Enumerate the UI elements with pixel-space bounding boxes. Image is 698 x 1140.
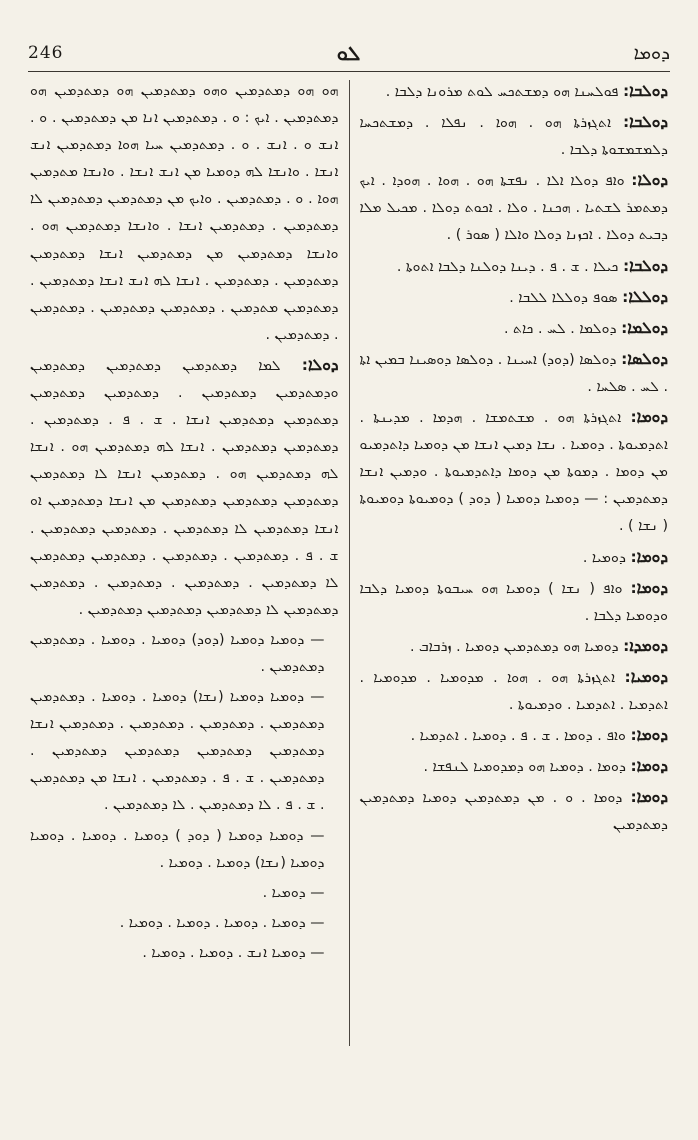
entry-text: — ܕܘܡܝܐ ܕܘܡܝܐ (ܢܫܐ) ܕܘܡܝܐ . ܕܘܡܝܐ . ܕܡܬܕܡܝܢ ܕܡܬܕܡܝܢ . ܕܡܬܕܡܝܢ . ܕܡܬܕܡܝܢ . ܕܡܬܕܡܝܢ ܐܢܫܐ ܕܡܬܕܡܝܢ ܕܡܬܕܡܝܢ ܕܡܬܕܡܝܢ ܕܡܬܕܡܝܢ . ܕܡܬܕܡܝܢ . ܫ . ܦ . ܕܡܬܕܡܝܢ . ܐܢܫܐ ܡܢ ܕܡܬܕܡܝܢ . ܫ . ܦ . ܠܐ ܕܡܬܕܡܝܢ . ܠܐ ܕܡܬܕܡܝܢ .	[30, 689, 325, 814]
dictionary-entry	[360, 404, 669, 540]
dictionary-entry	[360, 167, 669, 249]
entry-text: ܦܘܠܚܢܐ ܗܘ ܕܡܫܬܟܚ ܠܘܬ ܡܪܘܢܐ ܕܠܒܐ .	[385, 84, 623, 100]
entry-lemma: ܕܘܡܐ:	[630, 788, 668, 807]
dictionary-entry	[360, 753, 669, 781]
entry-lemma: ܕܘܠܐ:	[301, 355, 339, 374]
dictionary-entry	[30, 78, 339, 349]
entry-text: — ܕܘܡܝܐ ܕܘܡܝܐ ( ܕܘܕ ) ܕܘܡܝܐ . ܕܘܡܝܐ . ܕܘܡܝܐ ܕܘܡܝܐ (ܢܫܐ) ܕܘܡܝܐ . ܕܘܡܝܐ .	[30, 827, 325, 871]
entry-text: ܐܬܓܙܪܬܐ ܗܘ . ܡܫܬܡܫܐ . ܗܕܡܐ . ܡܕܝܢܬܐ . ܐܬܕܡܝܘܬܐ . ܕܘܡܝܐ . ܢܫܐ ܕܡܝܢ ܐܢܫܐ ܡܢ ܕܘܡܝܐ ܕܐܬܕܡܝܘ ܡܢ ܕܘܡܐ . ܕܡܘܬܐ ܡܢ ܕܘܡܐ ܕܐܬܕܡܝܘܬܐ . ܘܕܡܝܢ ܐܢܫܐ ܕܡܬܕܡܝܢ : — ܕܘܡܝܐ ܕܘܡܝܐ ( ܕܘܕ ) ܕܘܡܝܘܬܐ ܕܘܡܝܘܬܐ ( ܢܫܐ ) .	[359, 410, 668, 535]
entry-text: — ܕܘܡܝܐ .	[262, 884, 325, 901]
entry-text: ܟܝܠܐ . ܫ . ܦ . ܕܝܢܐ ܕܘܠܢܐ ܕܠܒܐ ܐܬܘܬܐ .	[396, 258, 623, 275]
dictionary-entry	[360, 544, 669, 572]
page-header	[28, 38, 670, 68]
entry-lemma: ܕܘܡܝܐ:	[624, 667, 668, 686]
dictionary-entry	[30, 910, 339, 937]
dictionary-entry	[30, 684, 339, 819]
dictionary-entry	[30, 880, 339, 907]
left-column	[26, 78, 349, 1116]
header-rule	[28, 71, 670, 72]
entry-text: — ܕܘܡܝܐ ܐܢܫ . ܕܘܡܝܐ . ܕܘܡܝܐ .	[142, 944, 325, 961]
entry-lemma: ܕܘܡܐ:	[630, 578, 668, 597]
page-number: 246	[28, 43, 64, 63]
entry-text: ܕܘܡܐ . ܘ . ܡܢ ܕܡܬܕܡܝܢ ܕܘܡܝܐ ܕܡܬܕܡܝܢ ܕܡܬܕܡܝܢ	[359, 790, 668, 834]
entry-lemma: ܕܘܠܠܐ:	[622, 287, 668, 306]
dictionary-entry	[360, 109, 669, 164]
dictionary-entry	[360, 346, 669, 401]
entry-lemma: ܕܘܠܡܐ:	[621, 318, 668, 337]
entry-text: ܣܘܦ ܕܘܠܠܐ ܠܠܒܐ .	[509, 289, 623, 306]
dictionary-entry	[360, 784, 669, 839]
entry-text: ܘܐܦ . ܕܘܡܐ . ܫ . ܦ . ܕܘܡܝܐ . ܐܬܕܡܝܐ .	[410, 728, 631, 745]
entry-text: ܕܘܡܝܐ .	[582, 549, 631, 566]
entry-text: ܘܐܦ ܕܘܠܐ ܐܠܐ . ܢܦܫܬܐ ܗܘ . ܗܘܐ . ܗܘܕܐ . ܐܝܟ ܕܡܬܡܪ ܠܫܬܝܐ . ܗܟܢܐ . ܘܠܐ . ܐܟܘܬ ܕܘܠܐ . ܡܟܝܠ ܡܠܐ ܕܒܝܬ ܕܘܠܐ . ܐܟܙܢܐ ܕܘܠܐ ܘܐܠܐ ( ܣܘܪ ) .	[359, 173, 668, 244]
dictionary-entry	[30, 627, 339, 681]
dictionary-entry	[360, 315, 669, 343]
dictionary-entry	[360, 633, 669, 661]
dictionary-columns	[26, 78, 672, 1116]
dictionary-entry	[360, 575, 669, 630]
entry-lemma: ܕܘܡܐ:	[630, 408, 668, 427]
entry-text: ܠܡܐ ܕܡܬܕܡܝܢ ܕܡܬܕܡܝܢ ܕܡܬܕܡܝܢ ܘܕܡܬܕܡܝܢ ܕܡܬܕܡܝܢ . ܕܡܬܕܡܝܢ ܕܡܬܕܡܝܢ ܕܡܬܕܡܝܢ ܕܡܬܕܡܝܢ ܐܢܫܐ . ܫ . ܦ . ܕܡܬܕܡܝܢ . ܕܡܬܕܡܝܢ ܕܡܬܕܡܝܢ . ܐܢܫܐ ܠܗ ܕܡܬܕܡܝܢ ܗܘ . ܐܢܫܐ ܠܗ ܕܡܬܕܡܝܢ ܗܘ . ܕܡܬܕܡܝܢ ܐܢܫܐ ܠܐ ܕܡܬܕܡܝܢ ܕܡܬܕܡܝܢ ܕܡܬܕܡܝܢ ܕܡܬܕܡܝܢ ܡܢ ܐܢܫܐ ܕܡܬܕܡܝܢ ܐܘ ܐܢܫܐ ܕܡܬܕܡܝܢ ܠܐ ܕܡܬܕܡܝܢ . ܕܡܬܕܡܝܢ ܕܡܬܕܡܝܢ . ܫ . ܦ . ܕܡܬܕܡܝܢ . ܕܡܬܕܡܝܢ . ܕܡܬܕܡܝܢ ܕܡܬܕܡܝܢ ܠܐ ܕܡܬܕܡܝܢ . ܕܡܬܕܡܝܢ . ܕܡܬܕܡܝܢ . ܕܡܬܕܡܝܢ ܕܡܬܕܡܝܢ ܠܐ ܕܡܬܕܡܝܢ ܕܡܬܕܡܝܢ ܕܡܬܕܡܝܢ .	[30, 357, 339, 618]
entry-text: ܕܘܡܝܐ ܗܘ ܕܡܬܕܡܝܢ ܕܘܡܝܐ . ܙܪܒܐܒ .	[409, 638, 624, 655]
entry-lemma: ܕܘܠܒܐ:	[622, 256, 668, 275]
entry-lemma: ܕܘܠܐ:	[631, 171, 668, 190]
entry-text: ܘܐܦ ( ܢܫܐ ) ܕܘܡܝܐ ܗܘ ܚܝܒܘܬܐ ܕܘܡܝܐ ܕܠܒܐ ܘܕܘܡܝܐ ܕܠܒܐ .	[359, 580, 668, 624]
entry-lemma: ܕܘܠܒܐ:	[622, 113, 668, 132]
entry-lemma: ܕܘܡܕܐ:	[623, 636, 668, 655]
entry-text: ܕܘܠܡܐ . ܠܚ . ܟܐܬ .	[503, 320, 622, 337]
catch-word: ܕܘܡܐ	[633, 42, 670, 64]
entry-text: ܗܘ ܗܘ ܕܡܬܕܡܝܢ ܘܗܘ ܕܡܬܕܡܝܢ ܗܘ ܕܡܬܕܡܝܢ ܗܘ ܕܡܬܕܡܝܢ . ܐܝܟ : ܘ . ܕܡܬܕܡܝܢ ܐܢܐ ܡܢ ܕܡܬܕܡܝܢ . ܘ . ܐܢܫ ܘ . ܐܢܫ . ܘ . ܕܡܬܕܡܝܢ ܚܝܐ ܗܘܐ ܕܡܬܕܡܝܢ ܐܢܫ ܐܢܫܐ . ܘܐܢܫܐ ܠܗ ܕܘܡܝܐ ܡܢ ܐܢܫ ܐܢܫܐ . ܘܐܢܫܐ ܡܬܕܡܝܢ ܗܘܐ . ܘ . ܕܡܬܕܡܝܢ . ܘܐܝܟ ܡܢ ܕܡܬܕܡܝܢ ܕܡܬܕܡܝܢ ܠܐ ܕܡܬܕܡܝܢ . ܕܡܬܕܡܝܢ ܐܢܫܐ . ܘܐܢܫܐ ܕܡܬܕܡܝܢ ܗܘ . ܘܐܢܫܐ ܕܡܬܕܡܝܢ ܡܢ ܕܡܬܕܡܝܢ ܐܢܫܐ ܕܡܬܕܡܝܢ ܕܡܬܕܡܝܢ . ܕܡܬܕܡܝܢ . ܐܢܫܐ ܠܗ ܐܢܫ ܐܢܫܐ ܕܡܬܕܡܝܢ . ܕܡܬܕܡܝܢ ܡܬܕܡܝܢ . ܕܡܬܕܡܝܢ ܕܡܬܕܡܝܢ . ܕܡܬܕܡܝܢ . ܕܡܬܕܡܝܢ .	[30, 83, 339, 343]
dictionary-entry	[360, 722, 669, 750]
dictionary-entry	[360, 78, 669, 106]
entry-lemma: ܕܘܡܐ:	[630, 726, 668, 745]
right-column	[350, 78, 673, 1116]
entry-text: ܐܬܓܙܪܬܐ ܗܘ . ܗܘܐ . ܢܦܠܐ . ܕܡܫܬܟܚܐ ܕܠܡܫܡܫܘܬܐ ܕܠܒܐ .	[359, 115, 668, 159]
entry-text: ܕܘܠܣܐ (ܕܘܕ) ܐܚܝܢܐ . ܕܘܠܣܐ ܕܘܣܝܢܐ ܒܡܝܢ ܐܬܐ . ܠܚ . ܣܠܚܐ .	[359, 351, 668, 395]
entry-text: ܐܬܓܙܪܬܐ ܗܘ . ܗܘܐ . ܡܕܘܡܝܐ . ܡܕܘܡܝܐ . ܐܬܕܡܝܐ . ܐܬܕܡܝܐ . ܘܕܡܝܘܬܐ .	[359, 669, 668, 713]
dictionary-entry	[30, 940, 339, 967]
dictionary-entry	[30, 823, 339, 877]
entry-lemma: ܕܘܡܐ:	[630, 547, 668, 566]
dictionary-entry	[360, 284, 669, 312]
entry-lemma: ܕܘܠܣܐ:	[621, 349, 668, 368]
entry-lemma: ܕܘܡܐ:	[630, 757, 668, 776]
entry-text: ܕܘܡܐ . ܕܘܡܝܐ ܗܘ ܕܡܕܘܡܝܐ ܠܢܦܫܐ .	[423, 759, 631, 776]
running-head: ܠܘ	[336, 41, 361, 65]
dictionary-entry	[360, 253, 669, 281]
dictionary-entry	[30, 352, 339, 624]
entry-text: — ܕܘܡܝܐ ܕܘܡܝܐ (ܕܘܕ) ܕܘܡܝܐ . ܕܘܡܝܐ . ܕܡܬܕܡܝܢ ܕܡܬܕܡܝܢ .	[30, 631, 325, 675]
entry-lemma: ܕܘܠܒܐ:	[622, 82, 668, 100]
dictionary-entry	[360, 664, 669, 719]
entry-text: — ܕܘܡܝܐ . ܕܘܡܝܐ . ܕܘܡܝܐ . ܕܘܡܝܐ .	[119, 914, 325, 931]
